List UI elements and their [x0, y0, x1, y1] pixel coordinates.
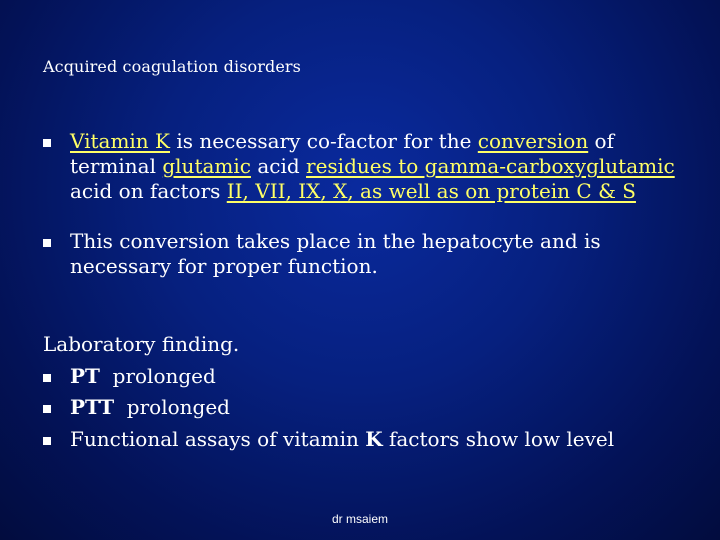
bullet-text: acid [250, 154, 307, 178]
lab-item-bold: K [365, 426, 383, 451]
lab-heading: Laboratory finding. [43, 332, 240, 356]
square-bullet-icon [43, 437, 51, 445]
lab-item [43, 361, 614, 393]
lab-item-text: Functional assays of vitamin [70, 426, 366, 451]
highlight-glutamic: glutamic [162, 154, 251, 178]
bullet-text: acid on factors [70, 179, 227, 203]
list-item [43, 229, 683, 279]
bullet-text: of terminal [70, 129, 615, 178]
square-bullet-icon [43, 139, 51, 147]
slide-title: Acquired coagulation disorders [43, 57, 301, 76]
highlight-vitamin-k: Vitamin K [70, 129, 170, 153]
square-bullet-icon [43, 374, 51, 382]
lab-item-bold: PT [70, 363, 100, 388]
lab-item [43, 392, 614, 424]
lab-item-text: factors show low level [382, 426, 615, 451]
bullet-list [43, 129, 683, 279]
lab-findings [43, 329, 614, 455]
list-item [43, 129, 683, 229]
lab-item-text: prolonged [114, 395, 230, 419]
lab-item-text: prolonged [99, 363, 216, 388]
slide-footer: dr msaiem [331, 512, 388, 526]
bullet-text: is necessary co-factor for the [170, 129, 478, 153]
bullet-text: This conversion takes place in the hepatocyte and is necessary for proper function. [70, 229, 601, 278]
lab-item [43, 424, 614, 456]
highlight-residues: residues to gamma-carboxyglutamic [306, 154, 675, 178]
lab-item-bold: PTT [70, 395, 115, 419]
highlight-factors: II, VII, IX, X, as well as on protein C & S [226, 179, 636, 203]
square-bullet-icon [43, 239, 51, 247]
square-bullet-icon [43, 405, 51, 413]
highlight-conversion: conversion [477, 129, 589, 153]
